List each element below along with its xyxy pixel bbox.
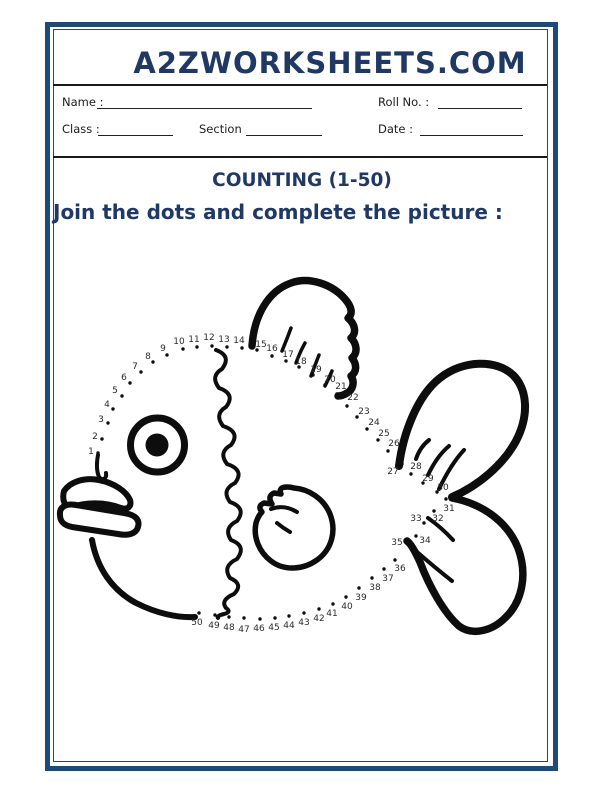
dot-label-7: 7 <box>132 362 138 372</box>
dot-label-46: 46 <box>253 624 265 634</box>
dot-label-20: 20 <box>324 375 336 385</box>
class-label: Class : <box>62 122 100 136</box>
dot-label-23: 23 <box>358 407 370 417</box>
dot-label-30: 30 <box>437 483 449 493</box>
gill-line <box>215 350 241 618</box>
dot-label-31: 31 <box>443 504 455 514</box>
dot-36 <box>393 558 396 561</box>
dot-46 <box>258 617 261 620</box>
name-label: Name : <box>62 95 104 109</box>
dot-label-15: 15 <box>255 340 267 350</box>
dot-45 <box>273 616 276 619</box>
dot-35 <box>405 539 408 542</box>
dot-label-28: 28 <box>410 462 422 472</box>
tail-hatch-2 <box>428 446 449 475</box>
dot-label-2: 2 <box>92 432 98 442</box>
dot-label-16: 16 <box>266 344 278 354</box>
dot-28 <box>409 472 412 475</box>
tail-lower-lobe <box>407 498 523 631</box>
dot-43 <box>302 611 305 614</box>
dot-label-48: 48 <box>223 623 235 633</box>
dorsal-fin <box>252 281 356 396</box>
dot-label-26: 26 <box>388 439 400 449</box>
dot-42 <box>317 607 320 610</box>
dot-1 <box>96 451 99 454</box>
tail-hatch-1 <box>416 440 429 459</box>
dot-label-36: 36 <box>394 564 406 574</box>
dot-label-34: 34 <box>419 536 431 546</box>
dot-label-44: 44 <box>283 621 295 631</box>
dot-label-39: 39 <box>355 593 367 603</box>
dot-5 <box>120 394 123 397</box>
dot-label-35: 35 <box>391 538 403 548</box>
dot-label-50: 50 <box>191 618 203 628</box>
dot-48 <box>227 615 230 618</box>
dot-label-49: 49 <box>208 621 220 631</box>
dot-11 <box>195 345 198 348</box>
chin-line <box>92 540 195 617</box>
dot-label-9: 9 <box>160 344 166 354</box>
dot-41 <box>331 602 334 605</box>
dot-27 <box>400 462 403 465</box>
dot-label-40: 40 <box>341 602 353 612</box>
dot-label-19: 19 <box>310 365 322 375</box>
dot-label-45: 45 <box>268 623 280 633</box>
dot-label-6: 6 <box>121 373 127 383</box>
dot-label-8: 8 <box>145 352 151 362</box>
dot-37 <box>382 567 385 570</box>
dot-label-18: 18 <box>295 357 307 367</box>
dot-label-42: 42 <box>313 614 325 624</box>
section-label: Section <box>199 122 242 136</box>
dorsal-fin-hatch-1 <box>282 328 291 351</box>
dot-34 <box>414 534 417 537</box>
dot-26 <box>386 449 389 452</box>
dot-label-5: 5 <box>112 386 118 396</box>
dot-31 <box>444 497 447 500</box>
brand-title: A2ZWORKSHEETS.COM <box>133 46 527 80</box>
dot-label-3: 3 <box>98 415 104 425</box>
dot-21 <box>335 392 338 395</box>
dot-label-47: 47 <box>238 625 250 635</box>
pectoral-fin <box>255 487 333 568</box>
dot-label-22: 22 <box>347 393 359 403</box>
dot-label-10: 10 <box>173 337 185 347</box>
dot-8 <box>151 360 154 363</box>
dot-10 <box>181 347 184 350</box>
dot-47 <box>242 616 245 619</box>
dot-14 <box>240 346 243 349</box>
dot-label-11: 11 <box>188 335 200 345</box>
eye-pupil <box>146 434 169 457</box>
dot-12 <box>210 344 213 347</box>
dot-39 <box>357 586 360 589</box>
roll-label: Roll No. : <box>378 95 430 109</box>
worksheet-title: COUNTING (1-50) <box>212 170 392 191</box>
dot-label-14: 14 <box>233 336 245 346</box>
dot-label-25: 25 <box>378 429 390 439</box>
dot-50 <box>197 611 200 614</box>
dot-label-24: 24 <box>368 418 380 428</box>
dot-label-27: 27 <box>387 467 399 477</box>
dot-44 <box>287 614 290 617</box>
dots-layer <box>88 333 455 635</box>
worksheet-instruction: Join the dots and complete the picture : <box>53 200 503 224</box>
dot-label-37: 37 <box>382 574 394 584</box>
dot-6 <box>128 381 131 384</box>
date-label: Date : <box>378 122 414 136</box>
dot-label-21: 21 <box>335 382 347 392</box>
dot-40 <box>344 595 347 598</box>
dot-label-17: 17 <box>282 350 294 360</box>
dot-label-1: 1 <box>88 447 94 457</box>
dot-label-4: 4 <box>104 400 110 410</box>
dot-2 <box>100 437 103 440</box>
dot-label-43: 43 <box>298 618 310 628</box>
tail-upper-lobe <box>399 364 525 497</box>
dot-label-29: 29 <box>422 474 434 484</box>
dot-4 <box>111 407 114 410</box>
dot-label-41: 41 <box>326 609 338 619</box>
dot-3 <box>106 421 109 424</box>
dot-label-13: 13 <box>218 335 230 345</box>
head-mark <box>97 455 106 479</box>
dot-label-12: 12 <box>203 333 215 343</box>
dot-32 <box>432 509 435 512</box>
dot-label-33: 33 <box>410 514 422 524</box>
dot-49 <box>213 613 216 616</box>
dot-13 <box>225 345 228 348</box>
dot-label-32: 32 <box>432 514 444 524</box>
dot-22 <box>345 404 348 407</box>
dot-33 <box>422 521 425 524</box>
dot-label-38: 38 <box>369 583 381 593</box>
dot-7 <box>139 370 142 373</box>
dot-38 <box>370 576 373 579</box>
dot-16 <box>270 354 273 357</box>
